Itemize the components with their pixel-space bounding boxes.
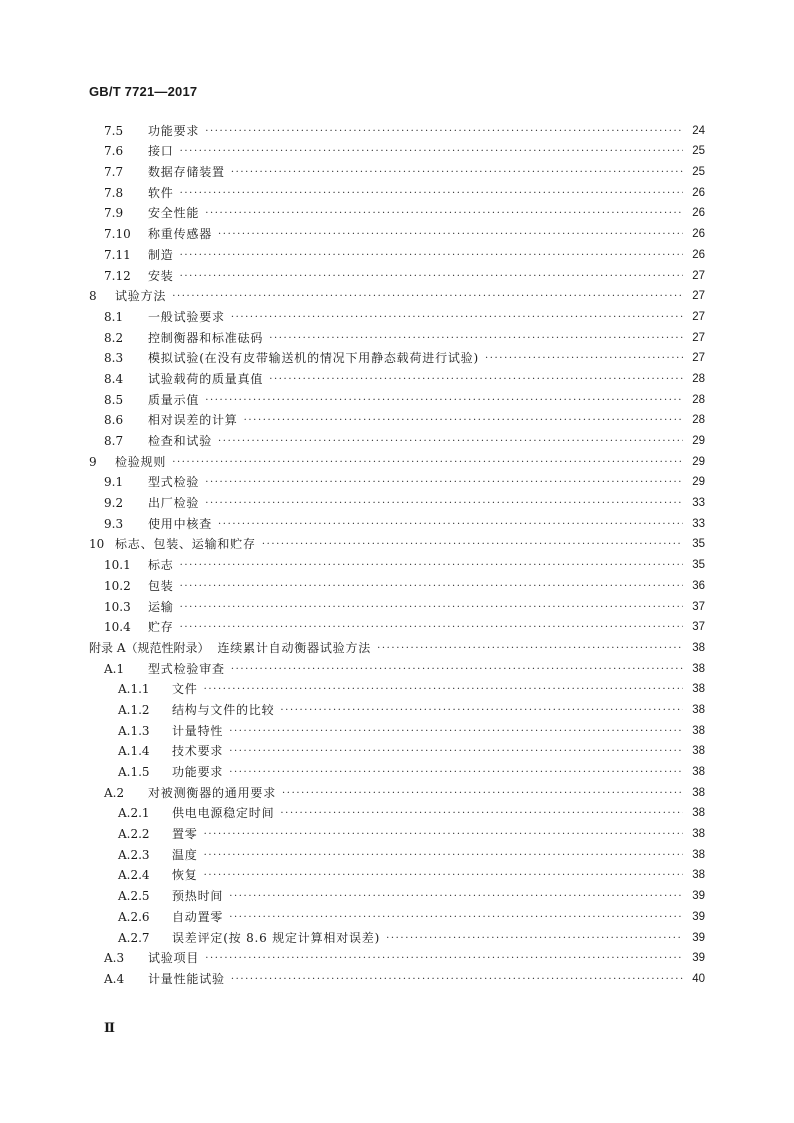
toc-entry-title: 结构与文件的比较 [172,702,275,717]
toc-entry[interactable] [0,139,794,160]
toc-entry[interactable] [0,366,794,387]
toc-entry-title: 安全性能 [148,206,200,221]
toc-dot-leader [280,806,683,821]
toc-entry-title: 连续累计自动衡器试验方法 [217,640,372,655]
toc-entry-page: 28 [692,414,705,427]
toc-entry[interactable] [0,904,794,925]
toc-entry[interactable] [0,201,794,222]
toc-entry-page: 37 [692,600,705,613]
toc-entry-number: 附录 A（规范性附录） [89,640,210,655]
toc-entry[interactable] [0,490,794,511]
toc-entry[interactable] [0,718,794,739]
toc-dot-leader [180,186,683,201]
toc-entry-title: 计量特性 [172,723,224,738]
toc-entry[interactable] [0,118,794,139]
toc-entry-page: 38 [692,786,705,799]
toc-dot-leader [204,827,683,842]
toc-dot-leader [180,579,683,594]
toc-dot-leader [205,475,683,490]
toc-entry-number: A.3 [104,951,125,966]
toc-entry-page: 40 [692,972,705,985]
toc-dot-leader [205,393,683,408]
toc-dot-leader [205,206,683,221]
toc-entry-number: A.2.2 [118,827,150,842]
toc-entry-page: 28 [692,372,705,385]
toc-entry-page: 29 [692,455,705,468]
toc-entry-title: 检查和试验 [148,434,213,448]
toc-entry-title: 模拟试验(在没有皮带输送机的情况下用静态载荷进行试验) [148,351,479,366]
toc-entry-page: 28 [692,393,705,406]
toc-entry-title: 试验项目 [148,951,200,966]
toc-entry-title: 型式检验审查 [148,661,225,676]
toc-dot-leader [386,931,683,946]
toc-dot-leader [229,910,683,925]
toc-entry[interactable] [0,635,794,656]
toc-entry-number: A.2.6 [118,909,150,924]
toc-entry[interactable] [0,573,794,594]
toc-dot-leader [180,620,683,635]
toc-entry-number: 8.1 [104,309,124,324]
toc-entry-number: 7.6 [104,144,124,159]
toc-entry-number: A.1.5 [118,765,150,779]
toc-entry-title: 文件 [172,682,198,697]
toc-entry-page: 39 [692,890,705,903]
toc-entry-number: 9.1 [104,475,124,490]
toc-entry-title: 出厂检验 [148,496,200,511]
toc-dot-leader [204,682,683,697]
toc-entry-title: 置零 [172,827,198,842]
toc-entry-number: 8.2 [104,330,124,345]
toc-dot-leader [180,144,683,159]
toc-entry[interactable] [0,946,794,967]
toc-entry[interactable] [0,408,794,429]
toc-dot-leader [204,868,683,883]
toc-entry-page: 39 [692,910,705,923]
toc-entry-number: 10.3 [104,599,131,614]
toc-entry-page: 38 [692,683,705,696]
toc-dot-leader [218,434,683,449]
toc-entry[interactable] [0,263,794,284]
toc-entry[interactable] [0,677,794,698]
toc-dot-leader [244,413,683,428]
toc-entry-page: 38 [692,828,705,841]
toc-entry-title: 对被测衡器的通用要求 [148,785,277,800]
toc-entry-page: 39 [692,952,705,965]
toc-dot-leader [231,165,683,180]
table-of-contents [0,118,794,987]
toc-entry-title: 相对误差的计算 [148,413,238,428]
toc-dot-leader [229,724,683,739]
toc-entry-number: A.4 [104,971,125,986]
toc-entry[interactable] [0,159,794,180]
toc-entry-page: 38 [692,766,705,778]
toc-dot-leader [229,744,683,759]
toc-entry-page: 38 [692,703,705,716]
toc-entry-title: 检验规则 [115,454,167,469]
toc-entry-title: 标志 [148,558,174,573]
toc-entry-title: 型式检验 [148,475,200,490]
toc-dot-leader [231,662,683,677]
toc-dot-leader [231,972,683,987]
toc-entry-page: 26 [692,248,705,261]
toc-entry-title: 误差评定(按 8.6 规定计算相对误差) [172,930,381,945]
toc-entry[interactable] [0,511,794,532]
toc-entry-title: 控制衡器和标准砝码 [148,330,264,345]
toc-entry-page: 38 [692,662,705,675]
toc-entry-page: 27 [692,352,705,365]
toc-entry-number: 7.10 [104,227,131,242]
toc-entry-number: A.1.3 [118,723,150,738]
toc-entry-number: 10.1 [104,558,131,573]
toc-entry-number: 8.7 [104,434,124,448]
toc-dot-leader [231,310,683,325]
toc-entry[interactable] [0,842,794,863]
toc-entry-number: 7.11 [104,247,131,262]
toc-entry-number: A.2.7 [118,930,150,945]
toc-entry-page: 35 [692,538,705,551]
toc-entry-title: 恢复 [172,868,198,883]
toc-entry[interactable] [0,801,794,822]
toc-entry-number: 8.5 [104,392,124,407]
toc-entry-number: A.2.4 [118,868,150,883]
toc-entry[interactable] [0,346,794,367]
toc-dot-leader [205,951,683,966]
toc-dot-leader [218,517,683,532]
toc-entry-page: 27 [692,331,705,344]
toc-entry-title: 预热时间 [172,889,224,904]
toc-entry[interactable] [0,615,794,636]
toc-entry[interactable] [0,780,794,801]
page-number-roman: Ⅱ [104,1021,115,1036]
toc-entry-title: 功能要求 [148,123,200,138]
toc-dot-leader [269,372,683,387]
toc-entry-title: 运输 [148,599,174,614]
toc-entry[interactable] [0,821,794,842]
toc-dot-leader [282,786,683,801]
toc-entry-number: 10.4 [104,620,131,635]
toc-entry-title: 计量性能试验 [148,971,225,986]
toc-entry-number: 9.3 [104,516,124,531]
toc-entry-title: 试验方法 [115,289,167,304]
toc-entry[interactable] [0,180,794,201]
toc-entry-title: 功能要求 [172,765,224,779]
toc-entry-page: 29 [692,435,705,447]
toc-dot-leader [180,248,683,263]
toc-entry[interactable] [0,656,794,677]
toc-entry-number: 7.5 [104,123,124,138]
toc-entry-page: 37 [692,621,705,634]
toc-entry-number: 10 [89,537,105,552]
toc-entry-page: 27 [692,290,705,303]
toc-dot-leader [180,558,683,573]
toc-entry[interactable] [0,966,794,987]
toc-entry-page: 24 [692,124,705,137]
toc-entry-number: 8.3 [104,351,124,366]
toc-entry-number: 7.9 [104,206,124,221]
toc-entry[interactable] [0,221,794,242]
toc-entry-page: 27 [692,310,705,323]
toc-entry[interactable] [0,325,794,346]
toc-dot-leader [172,455,683,470]
toc-entry[interactable] [0,594,794,615]
toc-dot-leader [204,848,683,863]
toc-entry-title: 包装 [148,578,174,593]
toc-entry-number: 9.2 [104,496,124,511]
toc-entry-number: 7.7 [104,165,124,180]
toc-dot-leader [485,351,683,366]
toc-entry-page: 33 [692,517,705,530]
toc-entry-title: 安装 [148,268,174,283]
toc-entry[interactable] [0,304,794,325]
toc-entry-title: 数据存储装置 [148,165,225,180]
toc-entry[interactable] [0,552,794,573]
toc-dot-leader [262,537,683,552]
toc-dot-leader [180,600,683,615]
toc-entry-page: 33 [692,497,705,510]
toc-entry-title: 称重传感器 [148,227,213,242]
toc-dot-leader [229,889,683,904]
toc-entry-page: 38 [692,848,705,861]
toc-entry-number: 8 [89,289,97,304]
toc-entry-title: 供电电源稳定时间 [172,806,275,821]
toc-entry-page: 35 [692,559,705,572]
toc-entry-number: A.2 [104,785,125,800]
toc-entry[interactable] [0,759,794,780]
toc-entry-number: A.2.1 [118,806,150,821]
toc-entry[interactable] [0,428,794,449]
toc-entry-title: 使用中核查 [148,516,213,531]
toc-entry-title: 一般试验要求 [148,309,225,324]
toc-entry-page: 36 [692,579,705,592]
toc-entry-title: 自动置零 [172,909,224,924]
toc-entry-title: 标志、包装、运输和贮存 [115,537,256,552]
toc-entry-title: 软件 [148,185,174,200]
toc-dot-leader [218,227,683,242]
toc-entry-number: 10.2 [104,578,131,593]
toc-entry[interactable] [0,697,794,718]
toc-entry-number: 7.12 [104,268,131,283]
toc-entry-page: 25 [692,145,705,158]
toc-dot-leader [205,124,683,139]
toc-entry-number: A.2.3 [118,847,150,862]
toc-entry-number: A.1.2 [118,702,150,717]
toc-entry-title: 贮存 [148,620,174,635]
toc-entry-number: 9 [89,454,97,469]
toc-entry-title: 接口 [148,144,174,159]
toc-entry[interactable] [0,449,794,470]
toc-entry-number: A.1 [104,661,125,676]
toc-entry-page: 38 [692,869,705,882]
toc-entry-page: 26 [692,186,705,199]
toc-dot-leader [205,496,683,511]
toc-entry-page: 38 [692,641,705,654]
toc-dot-leader [229,765,683,780]
toc-entry-number: 8.6 [104,413,124,428]
toc-entry-page: 38 [692,745,705,758]
toc-entry-page: 38 [692,724,705,737]
toc-entry-title: 质量示值 [148,392,200,407]
toc-entry[interactable] [0,532,794,553]
toc-entry-title: 制造 [148,247,174,262]
toc-entry[interactable] [0,925,794,946]
toc-entry-title: 温度 [172,847,198,862]
toc-dot-leader [269,331,683,346]
toc-entry-page: 39 [692,931,705,944]
toc-entry[interactable] [0,470,794,491]
toc-entry[interactable] [0,387,794,408]
toc-entry-number: A.1.4 [118,744,150,759]
standard-code-header: GB/T 7721—2017 [89,84,198,99]
toc-entry-number: 8.4 [104,371,124,386]
toc-entry[interactable] [0,284,794,305]
toc-entry-number: A.2.5 [118,889,150,904]
toc-entry[interactable] [0,739,794,760]
toc-entry[interactable] [0,883,794,904]
toc-entry[interactable] [0,242,794,263]
toc-dot-leader [180,269,683,284]
toc-entry-number: A.1.1 [118,682,150,697]
toc-entry-page: 25 [692,166,705,179]
toc-entry-title: 技术要求 [172,744,224,759]
toc-entry[interactable] [0,863,794,884]
toc-entry-page: 26 [692,207,705,220]
toc-entry-title: 试验载荷的质量真值 [148,371,264,386]
toc-entry-number: 7.8 [104,185,124,200]
toc-dot-leader [377,641,683,656]
toc-dot-leader [172,289,683,304]
toc-entry-page: 38 [692,807,705,820]
toc-entry-page: 26 [692,228,705,241]
toc-entry-page: 27 [692,269,705,282]
toc-dot-leader [280,703,683,718]
toc-entry-page: 29 [692,476,705,489]
